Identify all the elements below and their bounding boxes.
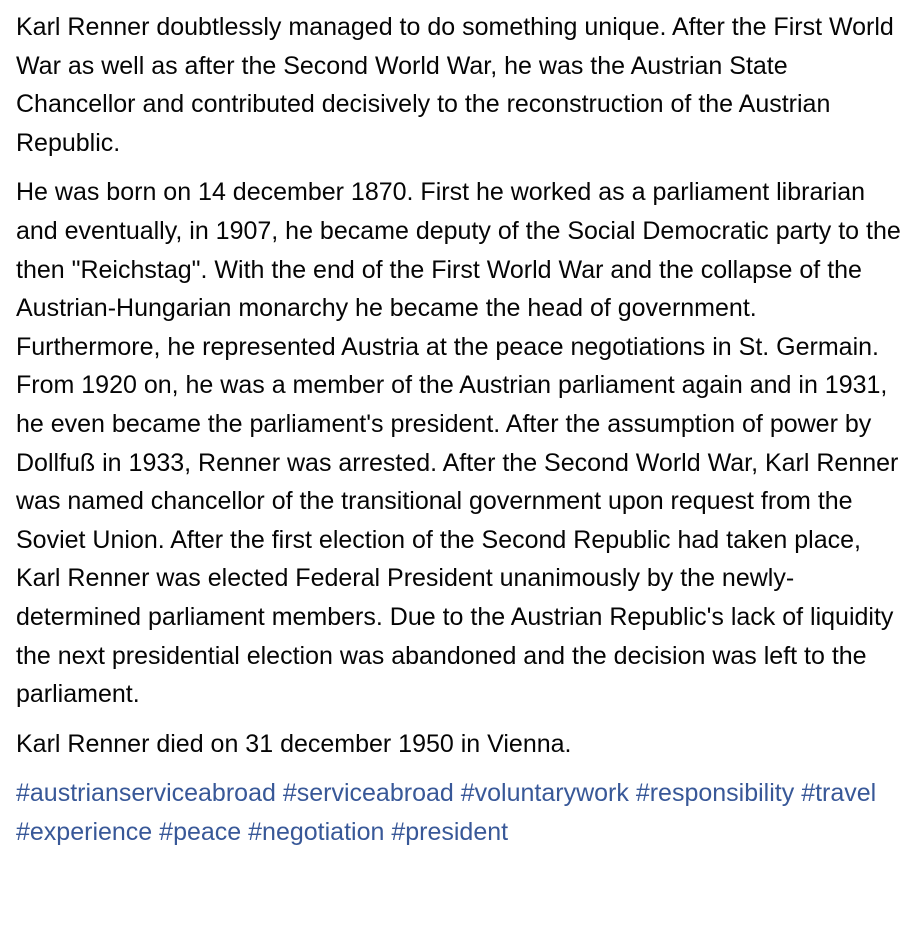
hashtag-link-negotiation[interactable]: #negotiation	[248, 817, 385, 846]
post-paragraph-death: Karl Renner died on 31 december 1950 in Vienna.	[16, 729, 572, 758]
hashtag-link-president[interactable]: #president	[391, 817, 509, 846]
post-paragraph-biography: He was born on 14 december 1870. First he worked as a parliament librarian and eventually, in 1907, he became deputy of the Social Democratic party to the then "Reichstag". With the end of the First World War and the collapse of the Austrian-Hungarian monarchy he became the head of government. Furthermore, he represented Austria at the peace negotiations in St. Germain. From 1920 on, he was a member of the Austrian parliament again and in 1931, he even became the parliament's president. After the assumption of power by Dollfuß in 1933, Renner was arrested. After the Second World War, Karl Renner was named chancellor of the transitional government upon request from the Soviet Union. After the first election of the Second Republic had taken place, Karl Renner was elected Federal President unanimously by the newly-determined parliament members. Due to the Austrian Republic's lack of liquidity the next presidential election was abandoned and the decision was left to the parliament.	[16, 178, 901, 709]
hashtag-link-responsibility[interactable]: #responsibility	[635, 779, 795, 808]
hashtag-link-voluntarywork[interactable]: #voluntarywork	[460, 779, 629, 808]
hashtag-link-austrianserviceabroad[interactable]: #austrianserviceabroad	[16, 779, 276, 808]
hashtag-link-peace[interactable]: #peace	[159, 817, 242, 846]
post-paragraph-intro: Karl Renner doubtlessly managed to do something unique. After the First World War as well as after the Second World War, he was the Austrian State Chancellor and contributed decisively to the reconstruction of the Austrian Republic.	[16, 13, 894, 157]
hashtag-link-experience[interactable]: #experience	[16, 817, 153, 846]
hashtag-link-serviceabroad[interactable]: #serviceabroad	[282, 779, 454, 808]
hashtag-link-travel[interactable]: #travel	[801, 779, 877, 808]
hashtag-list	[16, 774, 904, 851]
